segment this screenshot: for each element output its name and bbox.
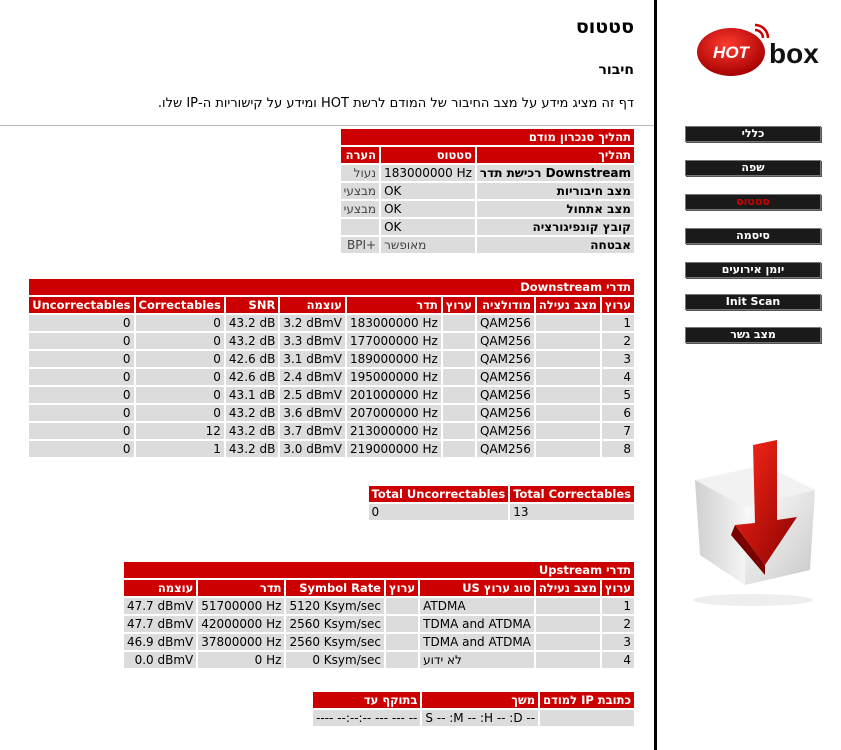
table-row	[124, 598, 634, 614]
table-cell: 0	[136, 351, 224, 367]
menu-init-scan-button[interactable]: Init Scan	[685, 294, 821, 310]
sync-cell: מבצעי	[341, 183, 379, 199]
table-cell	[536, 315, 600, 331]
table-row	[369, 504, 635, 520]
table-cell	[443, 441, 475, 457]
sync-cell: מבצעי	[341, 201, 379, 217]
table-cell: 2.4 dBmV	[280, 369, 345, 385]
ip-header: בתוקף עד	[313, 692, 420, 708]
cube-arrow-graphic	[665, 435, 835, 610]
logo-badge: HOT	[713, 43, 749, 62]
table-cell: לא ידוע	[420, 652, 534, 668]
page-title: סטטוס	[575, 16, 634, 38]
total-uncorrectables-value: 0	[369, 504, 509, 520]
table-cell: 0	[29, 387, 133, 403]
menu-event-log-button[interactable]: יומן אירועים	[685, 262, 821, 278]
table-cell: QAM256	[477, 423, 534, 439]
us-header: מצב נעילה	[536, 580, 600, 596]
sync-caption: תהליך סנכרון מודם	[341, 129, 634, 145]
ip-address-value	[540, 710, 634, 726]
table-cell: 3	[602, 351, 634, 367]
menu-status-button[interactable]: סטטוס	[685, 194, 821, 210]
table-cell: 43.2 dB	[226, 441, 278, 457]
table-row	[29, 351, 634, 367]
table-cell	[536, 405, 600, 421]
ds-header: ערוץ	[602, 297, 634, 313]
table-cell	[443, 387, 475, 403]
totals-table	[367, 484, 637, 522]
table-row	[341, 219, 634, 235]
downstream-caption: תדרי Downstream	[29, 279, 634, 295]
table-cell: 5	[602, 387, 634, 403]
upstream-caption: תדרי Upstream	[124, 562, 634, 578]
table-cell	[443, 315, 475, 331]
ds-header: Uncorrectables	[29, 297, 133, 313]
page-description: דף זה מציג מידע על מצב החיבור של המודם לרשת HOT ומידע על קישוריות ה-IP שלו.	[157, 96, 634, 111]
table-row	[29, 387, 634, 403]
table-row	[29, 423, 634, 439]
table-cell: TDMA and ATDMA	[420, 616, 534, 632]
table-cell: 12	[136, 423, 224, 439]
table-cell: 213000000 Hz	[347, 423, 441, 439]
table-cell: 47.7 dBmV	[124, 616, 196, 632]
table-cell: 2560 Ksym/sec	[286, 616, 384, 632]
table-cell: 42.6 dB	[226, 351, 278, 367]
table-cell: 2	[602, 333, 634, 349]
table-row	[341, 201, 634, 217]
sync-cell: נעול	[341, 165, 379, 181]
table-cell: 0	[136, 369, 224, 385]
sidebar	[657, 0, 841, 750]
table-cell: 43.2 dB	[226, 315, 278, 331]
table-cell: 43.2 dB	[226, 405, 278, 421]
upstream-table	[122, 560, 636, 670]
table-cell: 8	[602, 441, 634, 457]
table-row	[29, 405, 634, 421]
hotbox-logo	[697, 22, 827, 80]
sync-cell: BPI+	[341, 237, 379, 253]
table-cell: 0	[29, 333, 133, 349]
table-cell: 42.6 dB	[226, 369, 278, 385]
table-cell: 207000000 Hz	[347, 405, 441, 421]
table-cell: 0	[29, 441, 133, 457]
table-cell: 0	[29, 351, 133, 367]
sync-cell	[341, 219, 379, 235]
table-cell	[386, 652, 418, 668]
ds-header: Correctables	[136, 297, 224, 313]
menu-general-button[interactable]: כללי	[685, 126, 821, 142]
table-cell: 1	[602, 315, 634, 331]
table-cell: 2560 Ksym/sec	[286, 634, 384, 650]
table-cell: QAM256	[477, 441, 534, 457]
sync-cell: מאופשר	[381, 237, 475, 253]
table-cell: 3.0 dBmV	[280, 441, 345, 457]
table-cell: 3.2 dBmV	[280, 315, 345, 331]
table-cell: 5120 Ksym/sec	[286, 598, 384, 614]
total-uncorrectables-header: Total Uncorrectables	[369, 486, 509, 502]
table-cell	[536, 369, 600, 385]
table-cell	[536, 441, 600, 457]
table-cell: 4	[602, 652, 634, 668]
table-cell: 3.1 dBmV	[280, 351, 345, 367]
table-cell: 42000000 Hz	[198, 616, 284, 632]
table-row	[29, 333, 634, 349]
table-row	[341, 165, 634, 181]
table-cell: 0	[136, 405, 224, 421]
table-cell: 0	[136, 387, 224, 403]
table-row	[124, 652, 634, 668]
table-cell: 195000000 Hz	[347, 369, 441, 385]
sync-table	[339, 127, 636, 255]
table-cell: 3	[602, 634, 634, 650]
table-row	[29, 369, 634, 385]
table-cell: QAM256	[477, 351, 534, 367]
table-cell: 3.3 dBmV	[280, 333, 345, 349]
table-cell: 3.7 dBmV	[280, 423, 345, 439]
ds-header: מצב נעילה	[536, 297, 600, 313]
table-cell: 0	[136, 315, 224, 331]
table-cell: 43.2 dB	[226, 333, 278, 349]
sync-header-process: תהליך	[477, 147, 634, 163]
sync-cell: מצב חיבוריות	[477, 183, 634, 199]
table-cell: 0	[29, 405, 133, 421]
table-cell	[536, 387, 600, 403]
separator	[0, 125, 654, 126]
table-cell: QAM256	[477, 387, 534, 403]
table-cell: 2	[602, 616, 634, 632]
ds-header: SNR	[226, 297, 278, 313]
table-cell: 189000000 Hz	[347, 351, 441, 367]
table-row	[341, 237, 634, 253]
table-cell: 7	[602, 423, 634, 439]
table-row	[29, 441, 634, 457]
table-cell	[536, 333, 600, 349]
ds-header: עוצמה	[280, 297, 345, 313]
table-cell: 37800000 Hz	[198, 634, 284, 650]
table-cell	[386, 634, 418, 650]
table-cell: 183000000 Hz	[347, 315, 441, 331]
table-cell: QAM256	[477, 315, 534, 331]
table-cell	[443, 369, 475, 385]
ds-header: מודולציה	[477, 297, 534, 313]
table-cell	[443, 423, 475, 439]
sync-cell: 183000000 Hz	[381, 165, 475, 181]
table-row	[124, 616, 634, 632]
sync-cell: אבטחה	[477, 237, 634, 253]
table-cell: 0	[136, 333, 224, 349]
sync-cell: רכישת תדר Downstream	[477, 165, 634, 181]
us-header: עוצמה	[124, 580, 196, 596]
menu-bridge-mode-button[interactable]: מצב גשר	[685, 327, 821, 343]
table-cell: TDMA and ATDMA	[420, 634, 534, 650]
table-cell: 177000000 Hz	[347, 333, 441, 349]
table-cell	[443, 333, 475, 349]
sync-cell: OK	[381, 201, 475, 217]
table-cell: 51700000 Hz	[198, 598, 284, 614]
table-cell	[536, 652, 600, 668]
sync-header-note: הערה	[341, 147, 379, 163]
us-header: Symbol Rate	[286, 580, 384, 596]
page-subtitle: חיבור	[598, 62, 634, 78]
table-cell: 46.9 dBmV	[124, 634, 196, 650]
ip-duration-value: S -- :M -- :H -- :D --	[422, 710, 538, 726]
logo-text: box	[769, 38, 819, 69]
us-header: סוג ערוץ US	[420, 580, 534, 596]
table-cell: 43.1 dB	[226, 387, 278, 403]
table-cell	[443, 405, 475, 421]
table-cell: 6	[602, 405, 634, 421]
table-cell	[536, 616, 600, 632]
ds-header: תדר	[347, 297, 441, 313]
total-correctables-header: Total Correctables	[510, 486, 634, 502]
table-cell: 43.2 dB	[226, 423, 278, 439]
table-cell: 0	[29, 315, 133, 331]
table-cell: 0.0 dBmV	[124, 652, 196, 668]
sync-cell: קובץ קונפיגורציה	[477, 219, 634, 235]
table-cell: 0 Ksym/sec	[286, 652, 384, 668]
table-cell: 3.6 dBmV	[280, 405, 345, 421]
table-cell	[443, 351, 475, 367]
table-cell: 201000000 Hz	[347, 387, 441, 403]
us-header: תדר	[198, 580, 284, 596]
table-cell	[386, 598, 418, 614]
table-cell: QAM256	[477, 405, 534, 421]
table-cell: 219000000 Hz	[347, 441, 441, 457]
us-header: ערוץ	[602, 580, 634, 596]
ds-header: ערוץ	[443, 297, 475, 313]
table-row	[313, 710, 634, 726]
downstream-table	[27, 277, 636, 459]
table-row	[124, 634, 634, 650]
table-cell	[536, 634, 600, 650]
table-cell: 1	[602, 598, 634, 614]
table-cell: 47.7 dBmV	[124, 598, 196, 614]
table-row	[29, 315, 634, 331]
menu-language-button[interactable]: שפה	[685, 160, 821, 176]
table-cell: QAM256	[477, 333, 534, 349]
table-cell: 4	[602, 369, 634, 385]
table-cell: QAM256	[477, 369, 534, 385]
sync-cell: OK	[381, 219, 475, 235]
sync-cell: OK	[381, 183, 475, 199]
table-row	[341, 183, 634, 199]
table-cell	[536, 598, 600, 614]
ip-header: משך	[422, 692, 538, 708]
table-cell: ATDMA	[420, 598, 534, 614]
table-cell: 0	[29, 423, 133, 439]
sync-header-status: סטטוס	[381, 147, 475, 163]
us-header: ערוץ	[386, 580, 418, 596]
table-cell	[536, 351, 600, 367]
table-cell: 0 Hz	[198, 652, 284, 668]
table-cell	[386, 616, 418, 632]
table-cell: 1	[136, 441, 224, 457]
ip-header: כתובת IP למודם	[540, 692, 634, 708]
total-correctables-value: 13	[510, 504, 634, 520]
ip-expires-value: ---- --:--:-- --- --- --	[313, 710, 420, 726]
table-cell	[536, 423, 600, 439]
sync-cell: מצב אתחול	[477, 201, 634, 217]
table-cell: 0	[29, 369, 133, 385]
table-cell: 2.5 dBmV	[280, 387, 345, 403]
menu-password-button[interactable]: סיסמה	[685, 228, 821, 244]
ip-table	[311, 690, 636, 728]
